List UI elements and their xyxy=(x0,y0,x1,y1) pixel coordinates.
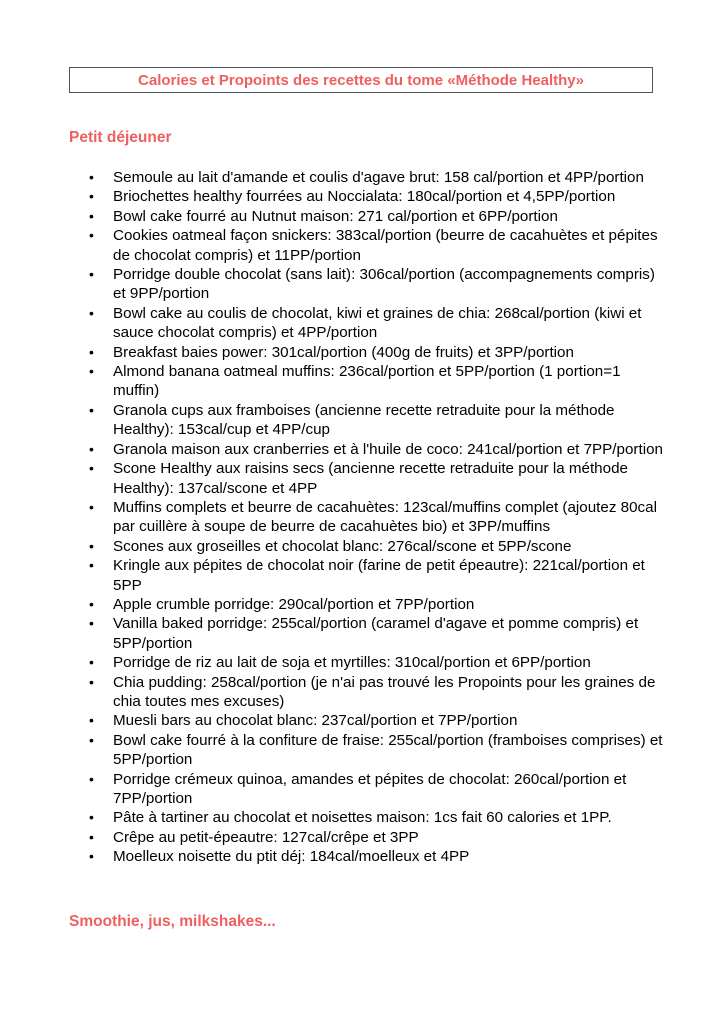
list-item-text: Muesli bars au chocolat blanc: 237cal/portion et 7PP/portion xyxy=(113,712,518,730)
bullet-icon: • xyxy=(89,557,94,574)
breakfast-recipe-list xyxy=(89,168,669,867)
list-item xyxy=(89,304,669,343)
list-item-text: Chia pudding: 258cal/portion (je n'ai pas trouvé les Propoints pour les graines de chia toutes mes excuses) xyxy=(113,673,656,710)
list-item xyxy=(89,440,669,459)
list-item-text: Moelleux noisette du ptit déj: 184cal/moelleux et 4PP xyxy=(113,848,470,866)
bullet-icon: • xyxy=(89,498,94,515)
list-item-text: Breakfast baies power: 301cal/portion (400g de fruits) et 3PP/portion xyxy=(113,343,574,361)
bullet-icon: • xyxy=(89,537,94,554)
bullet-icon: • xyxy=(89,809,94,826)
bullet-icon: • xyxy=(89,615,94,632)
list-item xyxy=(89,187,669,206)
bullet-icon: • xyxy=(89,304,94,321)
list-item xyxy=(89,770,669,809)
list-item xyxy=(89,711,669,730)
list-item-text: Porridge double chocolat (sans lait): 306cal/portion (accompagnements compris) et 9PP/portion xyxy=(113,266,655,303)
list-item-text: Crêpe au petit-épeautre: 127cal/crêpe et 3PP xyxy=(113,828,419,846)
bullet-icon: • xyxy=(89,712,94,729)
section-heading-breakfast: Petit déjeuner xyxy=(69,129,172,146)
list-item xyxy=(89,498,669,537)
list-item-text: Apple crumble porridge: 290cal/portion et 7PP/portion xyxy=(113,595,475,613)
list-item xyxy=(89,808,669,827)
list-item-text: Bowl cake fourré à la confiture de fraise: 255cal/portion (framboises comprises) et 5PP/portion xyxy=(113,731,663,769)
list-item-text: Scones aux groseilles et chocolat blanc: 276cal/scone et 5PP/scone xyxy=(113,537,572,555)
bullet-icon: • xyxy=(89,828,94,845)
list-item-text: Porridge crémeux quinoa, amandes et pépites de chocolat: 260cal/portion et 7PP/portion xyxy=(113,770,627,807)
list-item xyxy=(89,343,669,362)
list-item xyxy=(89,673,669,712)
list-item-text: Porridge de riz au lait de soja et myrtilles: 310cal/portion et 6PP/portion xyxy=(113,654,591,672)
bullet-icon: • xyxy=(89,207,94,224)
list-item xyxy=(89,401,669,440)
list-item xyxy=(89,537,669,556)
bullet-icon: • xyxy=(89,363,94,380)
bullet-icon: • xyxy=(89,673,94,690)
list-item xyxy=(89,847,669,866)
section-heading-smoothie: Smoothie, jus, milkshakes... xyxy=(69,913,276,930)
list-item-text: Granola cups aux framboises (ancienne recette retraduite pour la méthode Healthy): 153cal/cup et 4PP/cup xyxy=(113,401,615,439)
bullet-icon: • xyxy=(89,227,94,244)
list-item xyxy=(89,207,669,226)
list-item xyxy=(89,731,669,770)
list-item xyxy=(89,168,669,187)
bullet-icon: • xyxy=(89,188,94,205)
list-item-text: Vanilla baked porridge: 255cal/portion (caramel d'agave et pomme compris) et 5PP/portion xyxy=(113,615,639,652)
list-item xyxy=(89,653,669,672)
bullet-icon: • xyxy=(89,654,94,671)
bullet-icon: • xyxy=(89,440,94,457)
list-item xyxy=(89,595,669,614)
list-item-text: Semoule au lait d'amande et coulis d'agave brut: 158 cal/portion et 4PP/portion xyxy=(113,169,644,186)
bullet-icon: • xyxy=(89,169,94,185)
list-item-text: Pâte à tartiner au chocolat et noisettes maison: 1cs fait 60 calories et 1PP. xyxy=(113,809,612,827)
list-item xyxy=(89,459,669,498)
list-item-text: Granola maison aux cranberries et à l'huile de coco: 241cal/portion et 7PP/portion xyxy=(113,440,663,458)
list-item-text: Bowl cake au coulis de chocolat, kiwi et graines de chia: 268cal/portion (kiwi et sauce chocolat compris) et 4PP/portion xyxy=(113,304,642,342)
bullet-icon: • xyxy=(89,266,94,283)
bullet-icon: • xyxy=(89,595,94,612)
list-item-text: Cookies oatmeal façon snickers: 383cal/portion (beurre de cacahuètes et pépites de chocolat compris) et 11PP/portion xyxy=(113,227,658,264)
list-item xyxy=(89,226,669,265)
list-item-text: Scone Healthy aux raisins secs (ancienne recette retraduite pour la méthode Healthy): 137cal/scone et 4PP xyxy=(113,460,628,497)
list-item-text: Bowl cake fourré au Nutnut maison: 271 cal/portion et 6PP/portion xyxy=(113,207,558,225)
document-title: Calories et Propoints des recettes du tome «Méthode Healthy» xyxy=(138,71,584,89)
list-item-text: Briochettes healthy fourrées au Noccialata: 180cal/portion et 4,5PP/portion xyxy=(113,188,616,206)
list-item xyxy=(89,828,669,847)
bullet-icon: • xyxy=(89,460,94,477)
bullet-icon: • xyxy=(89,401,94,418)
list-item xyxy=(89,265,669,304)
list-item-text: Muffins complets et beurre de cacahuètes: 123cal/muffins complet (ajoutez 80cal par cuillère à soupe de beurre de cacahuètes bio) et 3PP/muffins xyxy=(113,498,657,536)
list-item xyxy=(89,362,669,401)
list-item xyxy=(89,614,669,653)
list-item xyxy=(89,556,669,595)
bullet-icon: • xyxy=(89,770,94,787)
list-item-text: Almond banana oatmeal muffins: 236cal/portion et 5PP/portion (1 portion=1 muffin) xyxy=(113,363,621,400)
list-item-text: Kringle aux pépites de chocolat noir (farine de petit épeautre): 221cal/portion et 5PP xyxy=(113,557,645,594)
bullet-icon: • xyxy=(89,848,94,865)
document-title-box xyxy=(69,67,653,93)
bullet-icon: • xyxy=(89,731,94,748)
bullet-icon: • xyxy=(89,343,94,360)
